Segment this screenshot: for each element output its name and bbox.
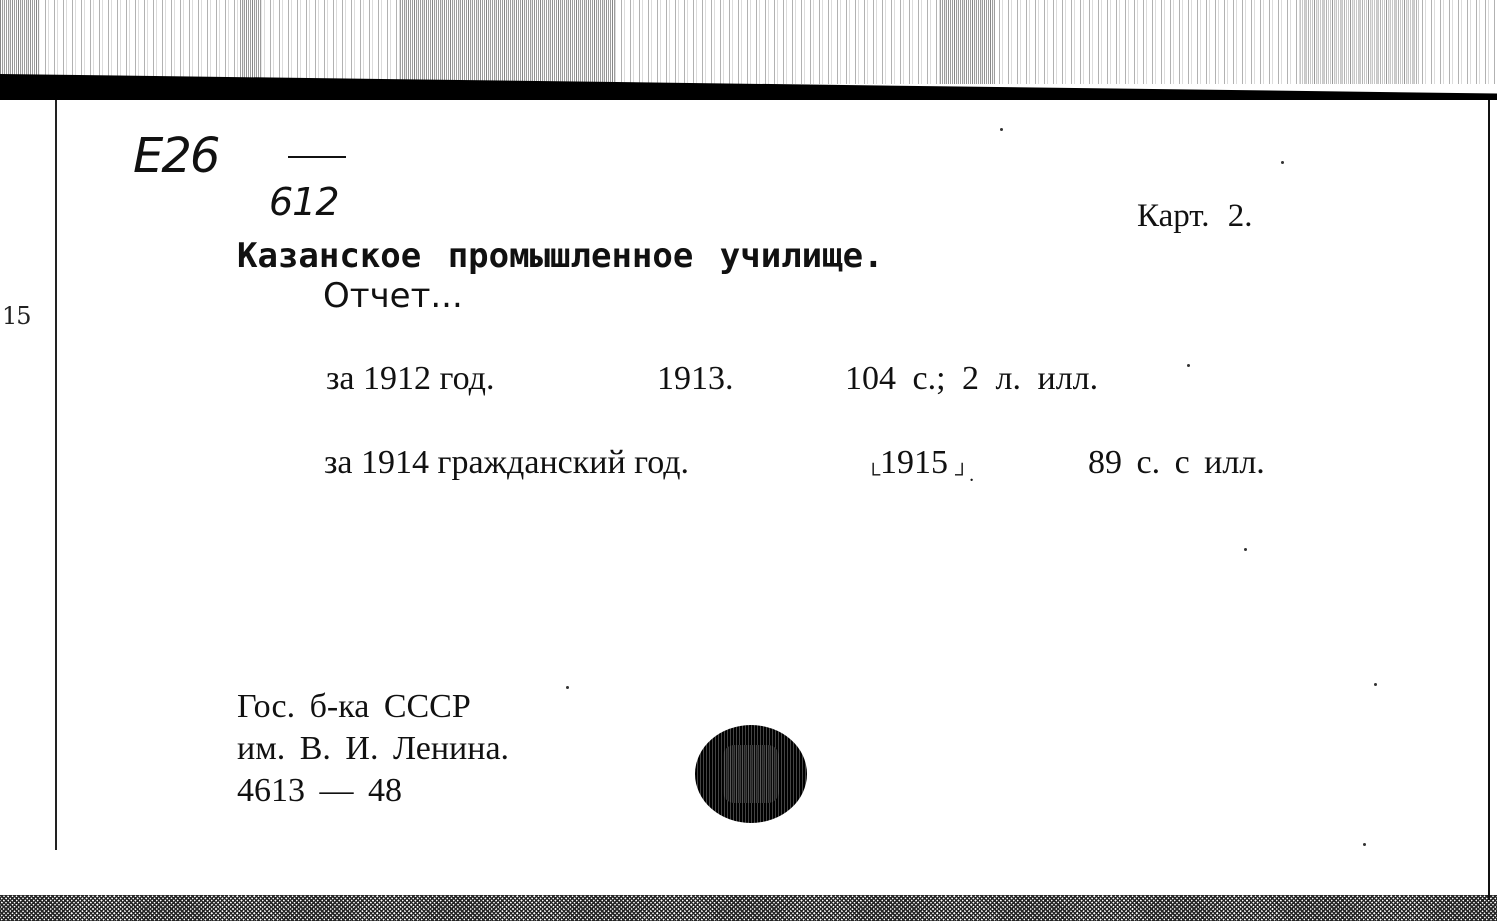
shelfmark-top: E26 xyxy=(133,128,219,184)
shelfmark-bottom: 612 xyxy=(269,180,339,224)
punch-hole xyxy=(695,725,807,823)
entry-1-extent: 104 с.; 2 л. илл. xyxy=(845,360,1099,397)
library-stamp xyxy=(237,686,509,812)
card-right-edge xyxy=(1488,100,1490,900)
entry-2-label: за 1914 гражданский год. xyxy=(324,444,690,481)
entry-1-year: 1913. xyxy=(657,360,734,397)
speck xyxy=(1187,364,1190,367)
speck xyxy=(1363,843,1366,846)
speck xyxy=(1281,161,1284,164)
entry-1-label: за 1912 год. xyxy=(326,360,495,397)
speck xyxy=(1374,683,1377,686)
speck xyxy=(566,686,569,689)
library-line-2: им. В. И. Ленина. xyxy=(237,730,510,767)
scan-bottom-strip xyxy=(0,895,1497,921)
report-title: Отчет... xyxy=(323,276,463,316)
speck xyxy=(1000,128,1003,131)
bracket-left: └ xyxy=(866,464,881,486)
card-number: Карт. 2. xyxy=(1137,198,1253,234)
scan-top-strip xyxy=(0,0,1497,84)
bracket-right: ┘. xyxy=(955,464,975,486)
library-line-1: Гос. б-ка СССР xyxy=(237,688,471,725)
entry-2-year: 1915 xyxy=(880,444,948,481)
margin-mark: 15 xyxy=(2,302,31,330)
shelfmark-overline xyxy=(288,156,346,158)
card-left-edge xyxy=(55,100,57,850)
entry-2-extent: 89 с. с илл. xyxy=(1088,444,1265,481)
institution-heading: Казанское промышленное училище. xyxy=(237,236,884,276)
library-line-3: 4613 — 48 xyxy=(237,772,402,809)
speck xyxy=(1244,548,1247,551)
